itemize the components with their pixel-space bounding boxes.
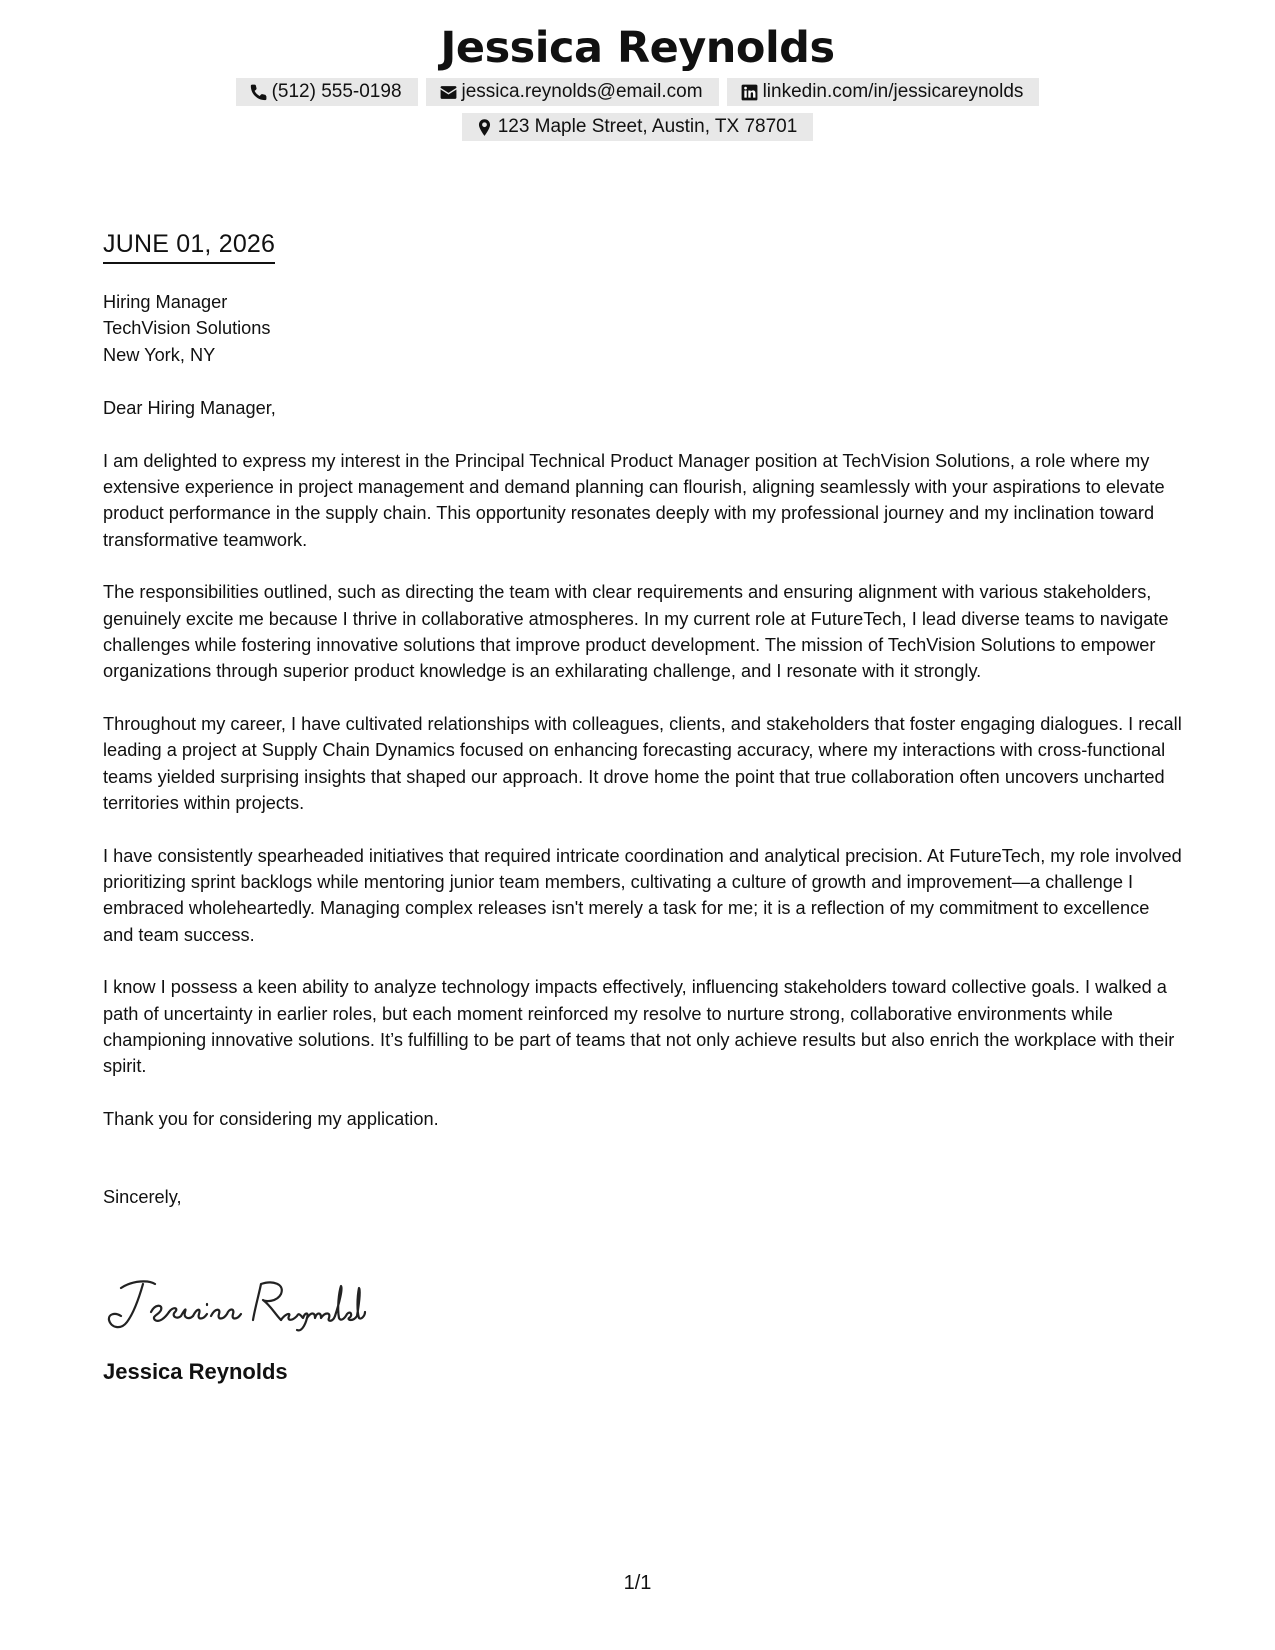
letter-date: JUNE 01, 2026 [103, 228, 275, 264]
phone-contact [236, 78, 418, 106]
recipient-location: New York, NY [103, 344, 216, 365]
salutation: Dear Hiring Manager, [103, 398, 276, 419]
handwritten-signature [103, 1272, 368, 1334]
address-contact [462, 113, 814, 141]
phone-icon [249, 82, 269, 102]
signer-name: Jessica Reynolds [103, 1359, 288, 1384]
signoff: Sincerely, [103, 1187, 182, 1208]
envelope-icon [439, 82, 459, 102]
applicant-name: Jessica Reynolds [440, 23, 835, 73]
paragraph: I am delighted to express my interest in the Principal Technical Product Manager position at TechVision Solutions, a role where my extensive experience in project management and demand planning can flourish, aligning seamlessly with your aspirations to elevate product performance in the supply chain. This opportunity resonates deeply with my professional journey and my inclination toward transformative teamwork. [103, 450, 1165, 550]
address-text: 123 Maple Street, Austin, TX 78701 [497, 116, 798, 137]
linkedin-contact[interactable] [727, 78, 1040, 106]
paragraph: Throughout my career, I have cultivated relationships with colleagues, clients, and stakeholders that foster engaging dialogues. I recall leading a project at Supply Chain Dynamics focused on enhancing forecasting accuracy, where my interactions with cross-functional teams yielded surprising insights that shaped our approach. It drove home the point that true collaboration often uncovers uncharted territories within projects. [103, 713, 1182, 814]
email-text: jessica.reynolds@email.com [461, 81, 703, 102]
recipient-title: Hiring Manager [103, 292, 228, 312]
recipient-company: TechVision Solutions [103, 318, 271, 339]
paragraph: I have consistently spearheaded initiatives that required intricate coordination and analytical precision. At FutureTech, my role involved prioritizing sprint backlogs while mentoring junior team members, cultivating a culture of growth and improvement—a challenge I embraced wholeheartedly. Managing complex releases isn't merely a task for me; it is a reflection of my commitment to excellence and team success. [103, 845, 1182, 945]
map-pin-icon [475, 117, 495, 137]
address-row [0, 113, 1275, 141]
page-number: 1/1 [623, 1572, 652, 1594]
letter-body [103, 289, 1183, 1211]
paragraph: The responsibilities outlined, such as directing the team with clear requirements and ensuring alignment with various stakeholders, genuinely excite me because I thrive in collaborative atmospheres. In my current role at FutureTech, I lead diverse teams to navigate challenges while fostering innovative solutions that improve product development. The mission of TechVision Solutions to empower organizations through superior product knowledge is an exhilarating challenge, and I resonate with it strongly. [103, 582, 1169, 682]
contact-row [0, 78, 1275, 106]
letter-header [0, 22, 1275, 141]
paragraph: I know I possess a keen ability to analyze technology impacts effectively, influencing stakeholders toward collective goals. I walked a path of uncertainty in earlier roles, but each moment reinforced my resolve to nurture strong, collaborative environments while championing innovative solutions. It’s fulfilling to be part of teams that not only achieve results but also enrich the workplace with their spirit. [103, 977, 1175, 1077]
recipient-block [103, 289, 1183, 368]
linkedin-text: linkedin.com/in/jessicareynolds [762, 81, 1024, 102]
email-contact[interactable] [426, 78, 719, 106]
closing-thanks: Thank you for considering my application. [103, 1108, 439, 1129]
linkedin-icon [740, 82, 760, 102]
phone-text: (512) 555-0198 [271, 81, 402, 102]
